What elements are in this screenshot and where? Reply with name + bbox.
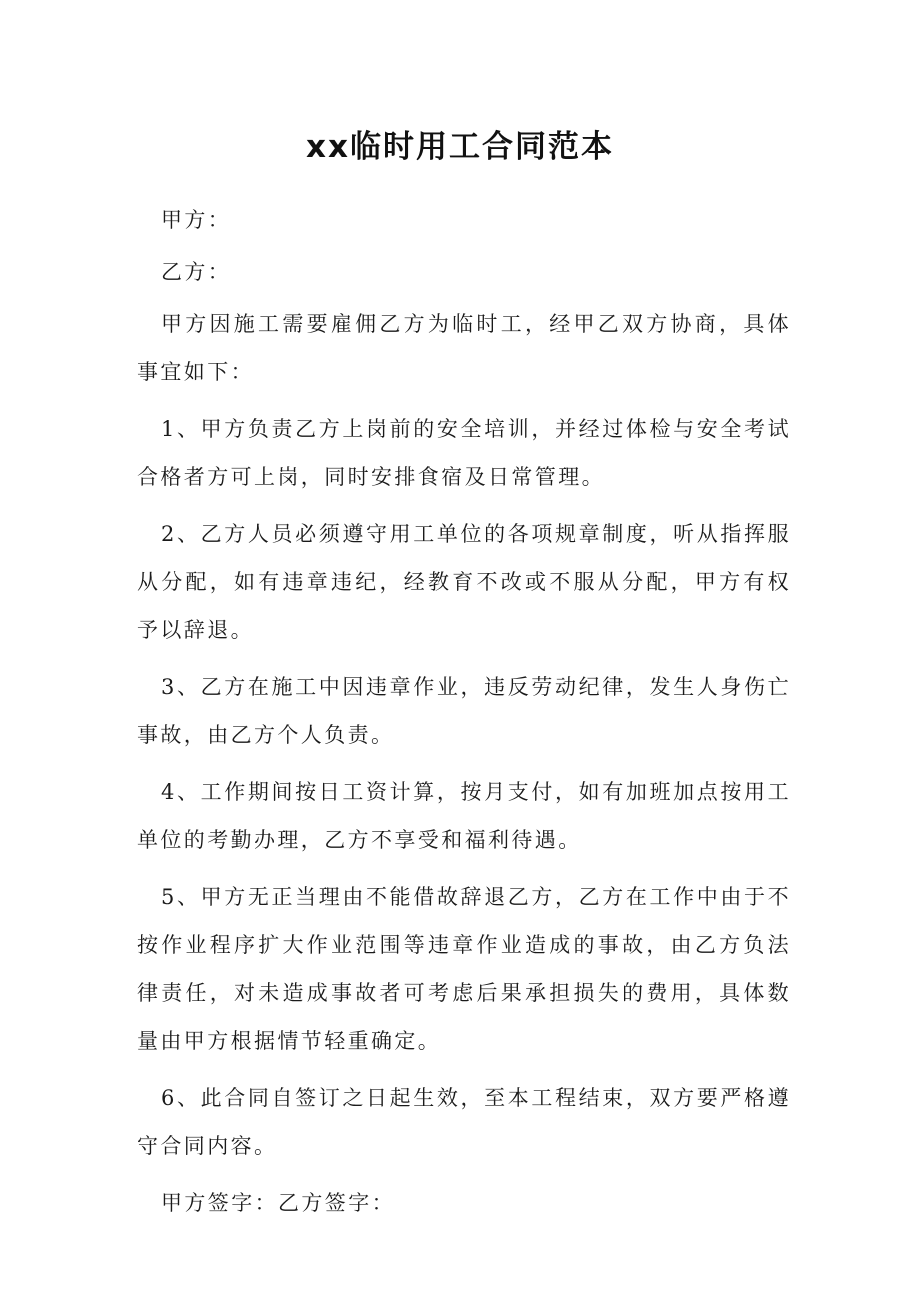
clause-2: 2、乙方人员必须遵守用工单位的各项规章制度，听从指挥服从分配，如有违章违纪，经教育不改或不服从分配，甲方有权予以辞退。 [137, 522, 791, 642]
party-a-line: 甲方： [161, 208, 232, 232]
clause-3: 3、乙方在施工中因违章作业，违反劳动纪律，发生人身伤亡事故，由乙方个人负责。 [137, 675, 791, 747]
signature-line: 甲方签字：乙方签字： [161, 1191, 395, 1215]
clause-6: 6、此合同自签订之日起生效，至本工程结束，双方要严格遵守合同内容。 [137, 1086, 791, 1158]
document-body [137, 196, 791, 1236]
document-title: xx临时用工合同范本 [306, 129, 614, 165]
intro-paragraph: 甲方因施工需要雇佣乙方为临时工，经甲乙双方协商，具体事宜如下： [137, 312, 791, 384]
clause-5: 5、甲方无正当理由不能借故辞退乙方，乙方在工作中由于不按作业程序扩大作业范围等违章作业造成的事故，由乙方负法律责任，对未造成事故者可考虑后果承担损失的费用，具体数量由甲方根据情节轻重确定。 [137, 885, 791, 1053]
clause-1: 1、甲方负责乙方上岗前的安全培训，并经过体检与安全考试合格者方可上岗，同时安排食宿及日常管理。 [137, 417, 791, 489]
clause-4: 4、工作期间按日工资计算，按月支付，如有加班加点按用工单位的考勤办理，乙方不享受和福利待遇。 [137, 780, 791, 852]
party-b-line: 乙方： [161, 260, 232, 284]
